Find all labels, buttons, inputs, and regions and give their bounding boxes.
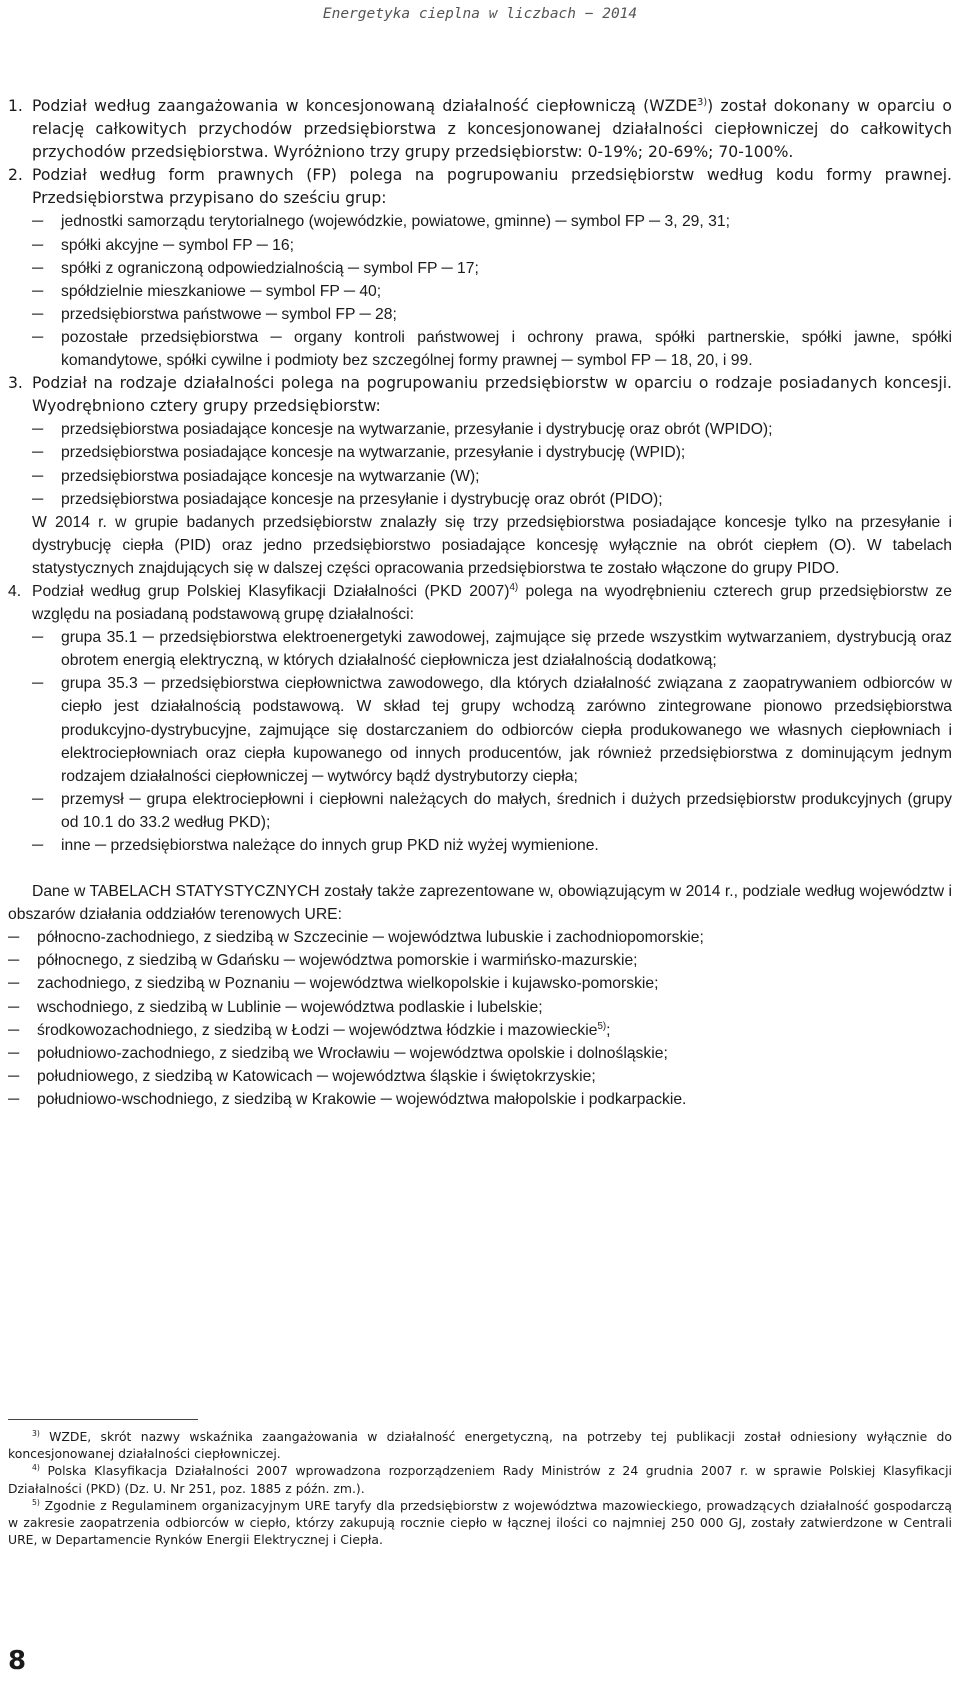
item-text: Podział według form prawnych (FP) polega na pogrupowaniu przedsiębiorstw według kodu formy prawnej. Przedsiębiorstwa przypisano do sześciu grup:	[32, 166, 952, 208]
dash-bullet: ─	[8, 929, 20, 947]
item-text: Podział według zaangażowania w koncesjonowaną działalność ciepłowniczą (WZDE	[32, 97, 698, 115]
item-3-note: W 2014 r. w grupie badanych przedsiębiorstw znalazły się trzy przedsiębiorstwa posiadające koncesje tylko na przesyłanie i dystrybucję ciepła (PID) oraz jedno przedsiębiorstwo posiadające koncesję wyłącznie na obrót ciepłem (O). W tabelach statystycznych znajdujących się w dalszej części opracowania przedsiębiorstwa te zostało włączone do grupy PIDO.	[32, 513, 952, 577]
item-number: 1.	[8, 97, 23, 115]
item-number: 2.	[8, 166, 23, 185]
footnotes	[8, 1428, 952, 1548]
page-body	[8, 95, 952, 1111]
item-number: 4.	[8, 582, 22, 600]
list-item: ─ inne ─ przedsiębiorstwa należące do innych grup PKD niż wyżej wymienione.	[32, 834, 952, 857]
dash-bullet: ─	[32, 421, 44, 439]
dash-bullet: ─	[32, 328, 44, 346]
item-2	[8, 164, 952, 210]
dash-bullet: ─	[32, 305, 44, 323]
dash-bullet: ─	[32, 837, 44, 854]
footnote-5: $^{5)}$ Zgodnie z Regulaminem organizacyjnym URE taryfy dla przedsiębiorstw z województwa mazowieckiego, prowadzących działalność gospodarczą w zakresie zaopatrzenia odbiorców w ciepło, którzy zakupują rocznie ciepło w łącznej ilości co najmniej 250 000 GJ, zostały zatwierdzone w Centrali URE, w Departamencie Rynków Energii Elektrycznej i Ciepła.	[8, 1497, 952, 1548]
footnote-ref: 5)	[597, 1020, 607, 1032]
dash-bullet: ─	[8, 1044, 20, 1062]
legal-forms-list	[8, 210, 952, 372]
dash-bullet: ─	[32, 490, 44, 508]
item-text: Podział według grup Polskiej Klasyfikacji Działalności (PKD 2007)	[32, 582, 510, 600]
list-item: ─ grupa 35.1 ─ przedsiębiorstwa elektroenergetyki zawodowej, zajmujące się przede wszystkim wytwarzaniem, dystrybucją oraz obrotem energią elektryczną, w których działalność ciepłownicza jest działalnością dodatkową;	[32, 626, 952, 672]
list-item: ─ zachodniego, z siedzibą w Poznaniu ─ województwa wielkopolskie i kujawsko-pomorskie;	[8, 972, 952, 995]
dash-bullet: ─	[32, 790, 44, 808]
dash-bullet: ─	[32, 213, 44, 231]
list-item: ─ południowo-wschodniego, z siedzibą w Krakowie ─ województwa małopolskie i podkarpackie.	[8, 1088, 952, 1111]
dash-bullet: ─	[32, 236, 44, 254]
list-item: ─ jednostki samorządu terytorialnego (wojewódzkie, powiatowe, gminne) ─ symbol FP ─ 3, 29, 31;	[32, 210, 952, 233]
list-item: ─ przedsiębiorstwa państwowe ─ symbol FP ─ 28;	[32, 303, 952, 326]
dash-bullet: ─	[8, 975, 20, 993]
dash-bullet: ─	[32, 444, 44, 462]
item-4	[8, 580, 952, 626]
dash-bullet: ─	[8, 1090, 20, 1108]
list-item: ─ południowo-zachodniego, z siedzibą we Wrocławiu ─ województwa opolskie i dolnośląskie;	[8, 1042, 952, 1065]
regions-list	[8, 926, 952, 1111]
pkd-groups-list	[8, 626, 952, 857]
dash-bullet: ─	[32, 259, 44, 277]
item-number: 3.	[8, 374, 23, 393]
list-item: ─ środkowozachodniego, z siedzibą w Łodzi ─ województwa łódzkie i mazowieckie$^{5)}$;	[8, 1019, 952, 1042]
item-1	[8, 95, 952, 164]
list-item: ─ przemysł ─ grupa elektrociepłowni i ciepłowni należących do małych, średnich i dużych przedsiębiorstw produkcyjnych (grupy od 10.1 do 33.2 według PKD);	[32, 788, 952, 834]
list-item: ─ północno-zachodniego, z siedzibą w Szczecinie ─ województwa lubuskie i zachodniopomorskie;	[8, 926, 952, 949]
list-item: ─ północnego, z siedzibą w Gdańsku ─ województwa pomorskie i warmińsko-mazurskie;	[8, 949, 952, 972]
item-text: ) został dokonany w oparciu o relację całkowitych przychodów przedsiębiorstwa z koncesjonowanej działalności ciepłowniczej do całkowitych przychodów przedsiębiorstwa. Wyróżniono trzy grupy przedsiębiorstw: 0-19%; 20-69%; 70-100%.	[32, 97, 952, 162]
dash-bullet: ─	[32, 675, 44, 693]
running-header: Energetyka cieplna w liczbach − 2014	[322, 6, 638, 22]
list-item: ─ przedsiębiorstwa posiadające koncesje na wytwarzanie, przesyłanie i dystrybucję (WPID);	[32, 441, 952, 464]
footnote-mark: 4)	[32, 1463, 40, 1473]
item-text: polega na wyodrębnieniu czterech grup przedsiębiorstw ze względu na posiadaną podstawową grupę działalności:	[32, 582, 952, 624]
dash-bullet: ─	[8, 1067, 20, 1085]
list-item: ─ spółki akcyjne ─ symbol FP ─ 16;	[32, 234, 952, 257]
page-number: 8	[8, 1646, 27, 1676]
dash-bullet: ─	[32, 282, 44, 300]
activity-types-list	[8, 418, 952, 510]
list-item: ─ południowego, z siedzibą w Katowicach ─ województwa śląskie i świętokrzyskie;	[8, 1065, 952, 1088]
footnote-mark: 5)	[32, 1497, 40, 1507]
dash-bullet: ─	[32, 467, 44, 485]
dash-bullet: ─	[8, 1021, 20, 1039]
list-item: ─ grupa 35.3 ─ przedsiębiorstwa ciepłownictwa zawodowego, dla których działalność związana z zaopatrywaniem odbiorców w ciepło jest działalnością podstawową. W skład tej grupy wchodzą zarówno zintegrowane pionowo przedsiębiorstwa produkcyjno-dystrybucyjne, zajmujące się dostarczaniem do odbiorców ciepła produkowanego we własnych ciepłowniach i elektrociepłowniach oraz ciepła kupowanego od innych producentów, jak również przedsiębiorstwa z dominującym jednym rodzajem działalności ciepłowniczej ─ wytwórcy bądź dystrybutorzy ciepła;	[32, 672, 952, 787]
footnote-mark: 3)	[32, 1428, 40, 1438]
list-item: ─ spółdzielnie mieszkaniowe ─ symbol FP ─ 40;	[32, 280, 952, 303]
dash-bullet: ─	[8, 952, 20, 970]
list-item: ─ spółki z ograniczoną odpowiedzialnością ─ symbol FP ─ 17;	[32, 257, 952, 280]
list-item: ─ pozostałe przedsiębiorstwa ─ organy kontroli państwowej i ochrony prawa, spółki partnerskie, spółki jawne, spółki komandytowe, spółki cywilne i podmioty bez szczególnej formy prawnej ─ symbol FP ─ 18, 20, i 99.	[32, 326, 952, 372]
list-item: ─ przedsiębiorstwa posiadające koncesje na przesyłanie i dystrybucję oraz obrót (PIDO);	[32, 488, 952, 511]
footnote-ref: 3)	[697, 96, 708, 108]
list-item: ─ wschodniego, z siedzibą w Lublinie ─ województwa podlaskie i lubelskie;	[8, 996, 952, 1019]
footnote-ref: 4)	[509, 581, 519, 593]
item-3	[8, 372, 952, 418]
item-text: Podział na rodzaje działalności polega na pogrupowaniu przedsiębiorstw w oparciu o rodzaje posiadanych koncesji. Wyodrębniono cztery grupy przedsiębiorstw:	[32, 374, 952, 416]
footnote-divider	[8, 1419, 198, 1420]
footnote-4: $^{4)}$ Polska Klasyfikacja Działalności 2007 wprowadzona rozporządzeniem Rady Ministrów z 24 grudnia 2007 r. w sprawie Polskiej Klasyfikacji Działalności (PKD) (Dz. U. Nr 251, poz. 1885 z późn. zm.).	[8, 1463, 952, 1496]
dash-bullet: ─	[32, 629, 44, 647]
regions-intro: Dane w TABELACH STATYSTYCZNYCH zostały także zaprezentowane w, obowiązującym w 2014 r., podziale według województw i obszarów działania oddziałów terenowych URE:	[8, 883, 952, 924]
footnote-3: $^{3)}$ WZDE, skrót nazwy wskaźnika zaangażowania w działalność energetyczną, na potrzeby tej publikacji został odniesiony wyłącznie do koncesjonowanej działalności ciepłowniczej.	[8, 1428, 952, 1462]
dash-bullet: ─	[8, 998, 20, 1016]
list-item: ─ przedsiębiorstwa posiadające koncesje na wytwarzanie, przesyłanie i dystrybucję oraz obrót (WPIDO);	[32, 418, 952, 441]
list-item: ─ przedsiębiorstwa posiadające koncesje na wytwarzanie (W);	[32, 465, 952, 488]
